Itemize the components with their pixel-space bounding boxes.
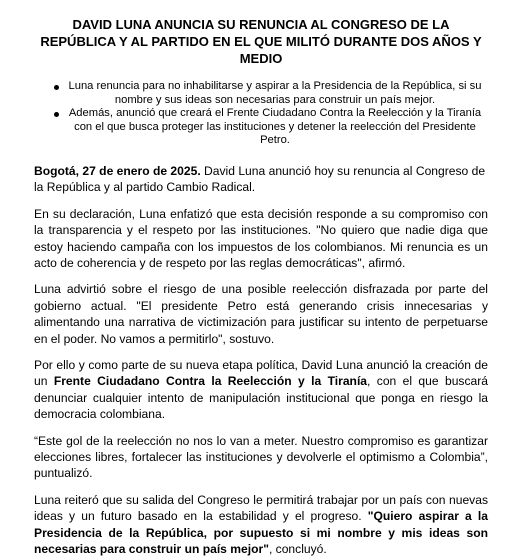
- bullet-dot-icon: [54, 112, 59, 117]
- paragraph-1-text: David Luna anunció hoy su renuncia al Congreso de la República y al partido Cambio Radical.: [34, 163, 486, 195]
- paragraph-6-text-b: , concluyó.: [268, 542, 327, 557]
- bullet-item: [34, 80, 488, 107]
- dateline: Bogotá, 27 de enero de 2025.: [34, 163, 201, 178]
- headline: DAVID LUNA ANUNCIA SU RENUNCIA AL CONGRESO DE LA REPÚBLICA Y AL PARTIDO EN EL QUE MILITÓ DURANTE DOS AÑOS Y MEDIO: [40, 17, 482, 66]
- bullet-text: Además, anunció que creará el Frente Ciudadano Contra la Reelección y la Tiranía con el que busca proteger las instituciones y detener la reelección del Presidente Petro.: [68, 107, 482, 147]
- paragraph-4: [34, 357, 488, 423]
- paragraph-1: [34, 163, 488, 196]
- paragraph-5: “Este gol de la reelección no nos lo van a meter. Nuestro compromiso es garantizar elecciones libres, fortalecer las instituciones y devolverle el optimismo a Colombia”, puntualizó.: [34, 433, 488, 481]
- bullet-item: [34, 107, 488, 148]
- paragraph-2: En su declaración, Luna enfatizó que esta decisión responde a su compromiso con la transparencia y el respeto por las instituciones. "No quiero que nadie diga que estoy haciendo campaña con los impuestos de los colombianos. Mi renuncia es un acto de coherencia y de respeto por las reglas democráticas", afirmó.: [34, 206, 488, 270]
- closing-quote: "Quiero aspirar a la Presidencia de la República, por supuesto si mi nombre y mis ideas son necesarias para construir un país mejor": [34, 509, 488, 557]
- bullet-dot-icon: [54, 85, 59, 90]
- paragraph-6: [34, 492, 488, 558]
- paragraph-3: Luna advirtió sobre el riesgo de una posible reelección disfrazada por parte del gobierno actual. "El presidente Petro está generando crisis innecesarias y alimentando una narrativa de victimización para justificar su intento de perpetuarse en el poder. No vamos a permitirlo", sostuvo.: [34, 282, 488, 346]
- bullet-text: Luna renuncia para no inhabilitarse y aspirar a la Presidencia de la República, si su nombre y sus ideas son necesarias para construir un país mejor.: [68, 80, 482, 106]
- summary-bullets: [34, 80, 488, 148]
- paragraph-4-text-b: , con el que buscará denunciar cualquier intento de manipulación institucional que ponga en riesgo la democracia colombiana.: [34, 374, 489, 422]
- frente-ciudadano-name: Frente Ciudadano Contra la Reelección y la Tiranía: [53, 374, 368, 389]
- paragraph-4-text-a: Por ello y como parte de su nueva etapa política, David Luna anunció la creación de un: [34, 358, 488, 389]
- paragraph-6-text-a: Luna reiteró que su salida del Congreso le permitirá trabajar por un país con nuevas ideas y un futuro basado en la estabilidad y el progreso.: [34, 492, 488, 524]
